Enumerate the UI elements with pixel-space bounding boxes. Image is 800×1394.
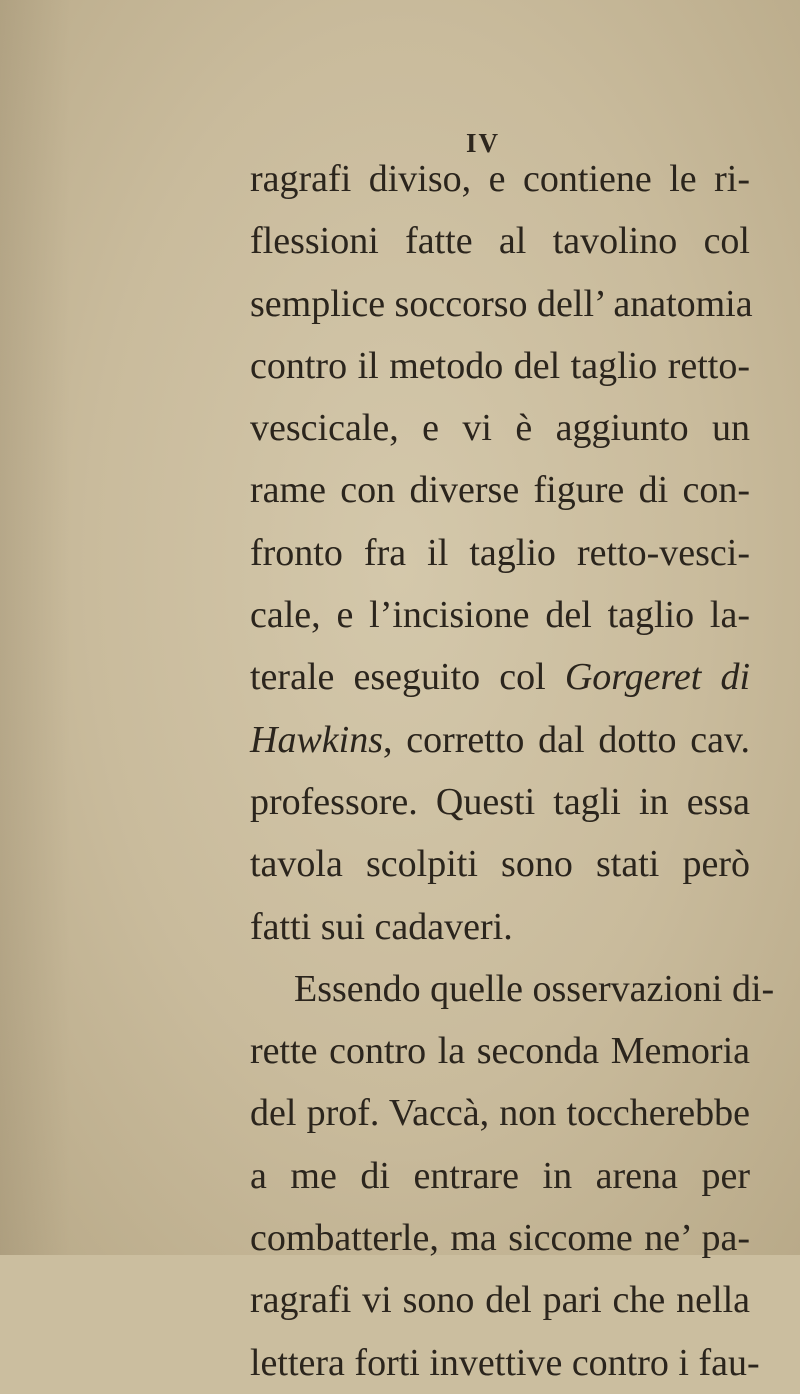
page-number: IV xyxy=(466,128,501,158)
text-line: cale, e l’incisione del taglio la- xyxy=(250,594,750,637)
text-line: semplice soccorso dell’ anatomia xyxy=(250,282,753,325)
text-line: flessioni fatte al tavolino col xyxy=(250,220,750,263)
text-line: ragrafi diviso, e contiene le ri- xyxy=(250,158,750,200)
text-line: rame con diverse figure di con- xyxy=(250,469,750,512)
text-line: lettera forti invettive contro i fau- xyxy=(250,1341,760,1384)
text-segment: , corretto dal dotto cav. xyxy=(383,718,750,761)
italic-word: di xyxy=(720,656,750,699)
text-line: ragrafi vi sono del pari che nella xyxy=(250,1279,750,1322)
paragraph-start-line: Essendo quelle osservazioni di- xyxy=(294,967,775,1010)
text-line: combatterle, ma siccome ne’ pa- xyxy=(250,1217,750,1260)
text-segment xyxy=(701,656,720,698)
text-line: fronto fra il taglio retto-vesci- xyxy=(250,531,750,574)
text-line xyxy=(250,709,750,771)
text-line: a me di entrare in arena per xyxy=(250,1154,750,1197)
text-line: professore. Questi tagli in essa xyxy=(250,780,750,823)
text-line: tavola scolpiti sono stati però xyxy=(250,843,750,886)
body-text xyxy=(250,148,775,1394)
italic-name-hawkins: Hawkins xyxy=(250,718,383,761)
italic-name-gorgeret: Gorgeret xyxy=(564,656,702,699)
text-line xyxy=(250,646,750,708)
text-line: del prof. Vaccà, non toccherebbe xyxy=(250,1092,750,1135)
text-line: vescicale, e vi è aggiunto un xyxy=(250,407,750,450)
text-segment: terale eseguito col xyxy=(250,656,565,699)
text-line: contro il metodo del taglio retto- xyxy=(250,344,750,387)
text-line: fatti sui cadaveri. xyxy=(250,905,513,948)
text-line: rette contro la seconda Memoria xyxy=(250,1030,750,1073)
page-edge-shadow xyxy=(0,0,70,1255)
